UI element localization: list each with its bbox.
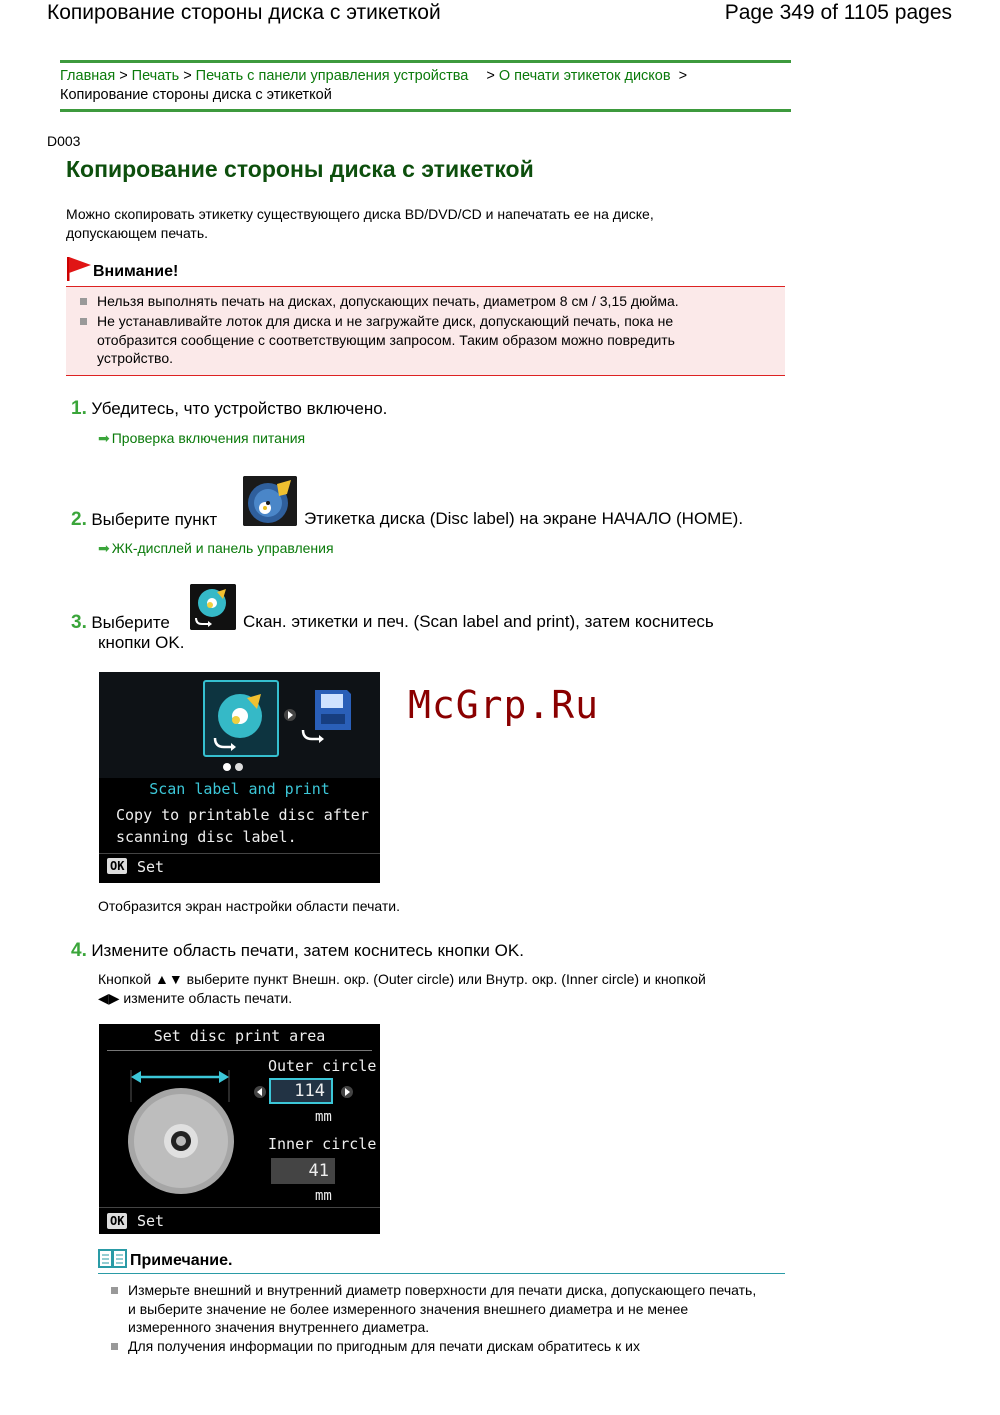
step-text: Выберите <box>91 613 170 632</box>
outer-circle-label: Outer circle <box>268 1057 377 1075</box>
set-label: Set <box>137 1212 165 1230</box>
warning-box <box>66 286 785 376</box>
book-note-icon <box>98 1249 128 1269</box>
step-1 <box>71 398 387 420</box>
note-rule <box>98 1273 785 1274</box>
step-text: Убедитесь, что устройство включено. <box>91 399 388 418</box>
outer-circle-value[interactable]: 114 <box>269 1078 333 1104</box>
step-4-instruction-line2: ◀▶ измените область печати. <box>98 990 293 1006</box>
step-number: 2. <box>71 509 87 530</box>
arrow-right-icon: ➡ <box>98 540 110 556</box>
warning-title: Внимание! <box>93 263 179 280</box>
disc-label-icon <box>243 476 297 526</box>
step-text-cont: Этикетка диска (Disc label) на экране НАЧАЛО (HOME). <box>304 509 744 528</box>
watermark-text: McGrp.Ru <box>408 683 600 727</box>
note-item: Для получения информации по пригодным для печати дискам обратитесь к их <box>128 1337 768 1356</box>
chevron-right-icon <box>283 708 297 722</box>
lcd-panel-link[interactable]: ➡ ЖК-дисплей и панель управления <box>98 540 334 556</box>
breadcrumb-top-rule <box>60 60 791 63</box>
chevron-left-icon[interactable] <box>254 1085 266 1099</box>
note-title: Примечание. <box>130 1252 233 1269</box>
step-4-instruction-line1: Кнопкой ▲▼ выберите пункт Внешн. окр. (Outer circle) или Внутр. окр. (Inner circle) и кнопкой <box>98 971 706 987</box>
ok-key-badge: OK <box>107 1213 127 1229</box>
inner-unit: mm <box>315 1188 332 1204</box>
disc-diagram-icon <box>119 1062 239 1202</box>
breadcrumb: Главная > Печать > Печать с панели управления устройства > О печати этикеток дисков > Копирование стороны диска с этикеткой <box>60 68 688 103</box>
step-text-line2: кнопки OK. <box>98 633 185 652</box>
step-number: 4. <box>71 940 87 961</box>
lcd-heading: Set disc print area <box>153 1027 326 1045</box>
chevron-right-icon[interactable] <box>341 1085 353 1099</box>
selected-option-frame <box>203 680 279 757</box>
step-2 <box>71 509 217 531</box>
inner-circle-value[interactable]: 41 <box>271 1158 335 1184</box>
doc-id: D003 <box>47 133 81 149</box>
page-dot <box>235 763 243 771</box>
warning-flag-icon <box>66 256 92 282</box>
page-dot-active <box>223 763 231 771</box>
step-text-cont: Скан. этикетки и печ. (Scan label and print), затем коснитесь <box>243 612 714 631</box>
breadcrumb-current: Копирование стороны диска с этикеткой <box>60 87 332 103</box>
breadcrumb-disc-label-link[interactable]: О печати этикеток дисков <box>498 68 671 84</box>
scan-label-print-icon <box>190 584 236 630</box>
page-counter: Page 349 of 1105 pages <box>724 1 952 24</box>
breadcrumb-panel-print-link[interactable]: Печать с панели управления устройства <box>195 68 469 84</box>
document-title: Копирование стороны диска с этикеткой <box>47 1 441 24</box>
step-3-caption: Отобразится экран настройки области печати. <box>98 898 400 914</box>
step-text: Измените область печати, затем коснитесь кнопки OK. <box>91 941 524 960</box>
note-item: Измерьте внешний и внутренний диаметр поверхности для печати диска, допускающего печать, и выберите значение не более измеренного значения внешнего диаметра и не менее измеренного значения внутреннего диаметра. <box>128 1281 758 1337</box>
intro-text: Можно скопировать этикетку существующего диска BD/DVD/CD и напечатать ее на диске, допускающем печать. <box>66 206 654 241</box>
outer-unit: mm <box>315 1109 332 1125</box>
step-3 <box>71 612 170 634</box>
breadcrumb-print-link[interactable]: Печать <box>131 68 180 84</box>
set-label: Set <box>137 858 165 876</box>
warning-item: Не устанавливайте лоток для диска и не загружайте диск, допускающий печать, пока не отобразится сообщение с соответствующим запросом. Таким образом можно повредить устройство. <box>97 312 737 368</box>
ok-key-badge: OK <box>107 858 127 874</box>
warning-item: Нельзя выполнять печать на дисках, допускающих печать, диаметром 8 см / 3,15 дюйма. <box>97 292 777 311</box>
step-text: Выберите пункт <box>91 510 218 529</box>
page-title: Копирование стороны диска с этикеткой <box>66 156 534 182</box>
step-4 <box>71 940 524 962</box>
step-number: 3. <box>71 612 87 633</box>
breadcrumb-bottom-rule <box>60 109 791 112</box>
breadcrumb-home-link[interactable]: Главная <box>60 68 116 84</box>
lcd-desc-line2: scanning disc label. <box>116 828 297 846</box>
lcd-print-area-screen <box>99 1024 380 1234</box>
power-check-link[interactable]: ➡ Проверка включения питания <box>98 430 306 446</box>
lcd-scan-label-screen <box>99 672 380 883</box>
lcd-heading: Scan label and print <box>149 780 330 798</box>
arrow-right-icon: ➡ <box>98 430 110 446</box>
inner-circle-label: Inner circle <box>268 1135 377 1153</box>
lcd-desc-line1: Copy to printable disc after <box>116 806 369 824</box>
memory-card-icon <box>299 686 359 748</box>
step-number: 1. <box>71 398 87 419</box>
